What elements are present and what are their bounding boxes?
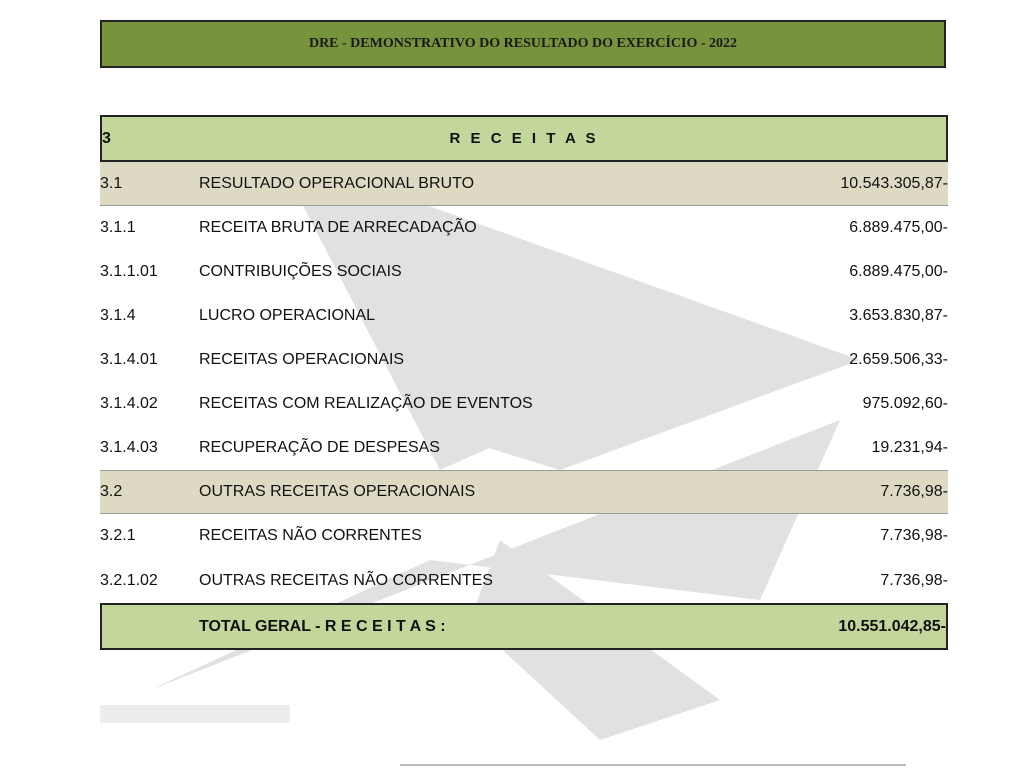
receitas-table: [100, 115, 948, 650]
row-desc: RECEITAS NÃO CORRENTES: [199, 527, 422, 544]
row-code: 3.2: [100, 483, 123, 500]
row-code: 3.1.1: [100, 219, 136, 236]
row-desc: LUCRO OPERACIONAL: [199, 307, 376, 324]
row-desc: RECUPERAÇÃO DE DESPESAS: [199, 439, 440, 456]
row-code: 3.2.1.02: [100, 571, 158, 589]
table-row: [100, 470, 948, 514]
row-value: 6.889.475,00-: [849, 263, 948, 280]
row-desc: OUTRAS RECEITAS OPERACIONAIS: [199, 483, 476, 500]
report-title-text: DRE - DEMONSTRATIVO DO RESULTADO DO EXERCÍCIO - 2022: [308, 36, 738, 51]
footer-divider: [400, 764, 906, 766]
table-row: [100, 558, 948, 603]
row-code: 3.1.4: [100, 307, 136, 324]
row-code: 3.1.4.02: [100, 395, 158, 412]
row-desc: RECEITA BRUTA DE ARRECADAÇÃO: [199, 219, 477, 236]
row-code: 3.1.4.01: [100, 351, 158, 368]
header-label: R E C E I T A S: [449, 130, 599, 147]
row-value: 7.736,98-: [880, 483, 948, 500]
watermark-bar-left: [100, 705, 290, 723]
row-value: 10.543.305,87-: [840, 174, 948, 192]
total-value: 10.551.042,85-: [838, 617, 946, 635]
row-value: 975.092,60-: [862, 395, 948, 412]
row-desc: CONTRIBUIÇÕES SOCIAIS: [199, 263, 402, 280]
table-row: [100, 426, 948, 470]
total-row: [100, 603, 948, 650]
row-desc: RESULTADO OPERACIONAL BRUTO: [199, 174, 475, 192]
row-value: 7.736,98-: [880, 571, 948, 589]
table-row: [100, 514, 948, 558]
table-row: [100, 162, 948, 206]
row-value: 3.653.830,87-: [849, 307, 948, 324]
row-desc: RECEITAS OPERACIONAIS: [199, 351, 405, 368]
row-value: 2.659.506,33-: [849, 351, 948, 368]
row-value: 19.231,94-: [871, 439, 948, 456]
row-code: 3.1: [100, 174, 123, 192]
table-row: [100, 382, 948, 426]
total-label: TOTAL GERAL - R E C E I T A S :: [199, 617, 446, 635]
table-row: [100, 294, 948, 338]
table-header: [100, 115, 948, 162]
row-desc: RECEITAS COM REALIZAÇÃO DE EVENTOS: [199, 395, 533, 412]
row-value: 7.736,98-: [880, 527, 948, 544]
row-desc: OUTRAS RECEITAS NÃO CORRENTES: [199, 571, 493, 589]
row-code: 3.1.4.03: [100, 439, 158, 456]
row-code: 3.1.1.01: [100, 263, 158, 280]
table-row: [100, 206, 948, 250]
report-title: [100, 20, 946, 68]
table-row: [100, 250, 948, 294]
header-code: 3: [102, 129, 111, 147]
table-row: [100, 338, 948, 382]
row-code: 3.2.1: [100, 527, 136, 544]
row-value: 6.889.475,00-: [849, 219, 948, 236]
